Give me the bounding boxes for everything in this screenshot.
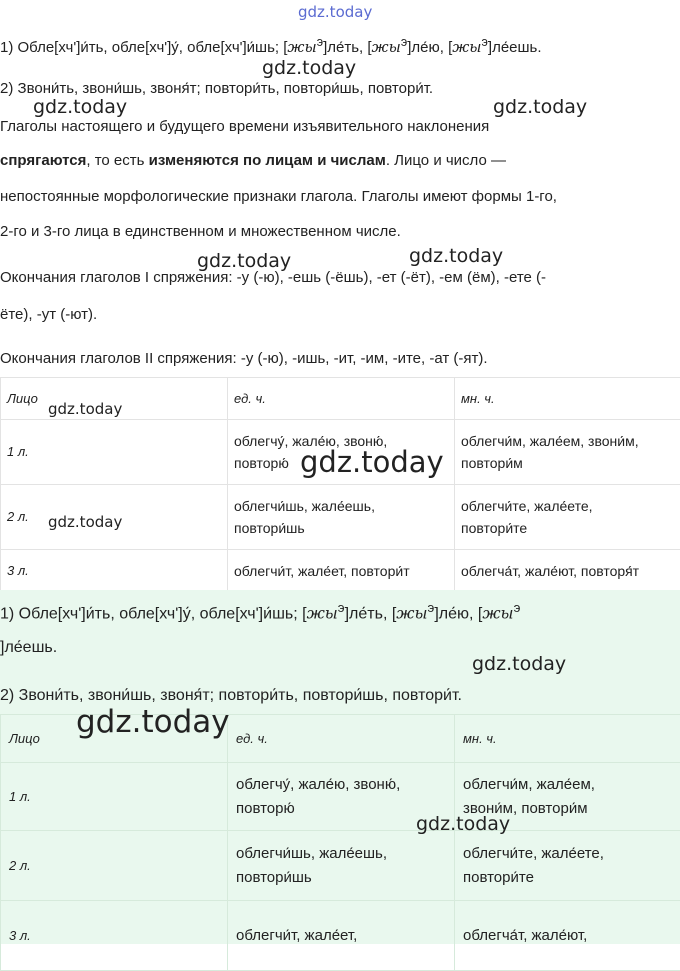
- transcription-text: ]ле́ю, [: [407, 39, 452, 56]
- cell-line: облегчи́м, жале́ем,: [463, 773, 672, 797]
- cell-line: облегчу́, жале́ю, звоню́,: [234, 430, 448, 452]
- cell-person: 2 л.: [1, 485, 228, 550]
- cell-plural: [455, 831, 680, 901]
- cell-line: облегчи́т, жале́ет,: [236, 924, 446, 948]
- transcription-superscript: э: [401, 35, 407, 49]
- watermark: gdz.today: [48, 513, 122, 531]
- paragraph-line: Глаголы настоящего и будущего времени изъявительного наклонения: [0, 117, 489, 137]
- transcription-superscript: э: [514, 600, 521, 615]
- cell-line: повтори́те: [463, 866, 672, 890]
- transcription-text: ]ле́ть, [: [323, 39, 371, 56]
- cell-plural: облегча́т, жале́ют, повторя́т: [455, 550, 680, 592]
- cell-line: облегчи́м, жале́ем, звони́м,: [461, 430, 674, 452]
- paragraph-text: , то есть: [86, 152, 148, 169]
- watermark: gdz.today: [197, 250, 291, 272]
- table-row: [1, 550, 680, 592]
- answer-block: [0, 590, 680, 944]
- header-plural: мн. ч.: [455, 378, 680, 420]
- transcription-line-1: [0, 598, 520, 624]
- paragraph-line: [0, 151, 506, 171]
- cell-plural: [455, 901, 680, 971]
- transcription-sound: жы: [307, 603, 338, 622]
- conjugation-1-endings: Окончания глаголов I спряжения: -у (-ю), -ешь (-ёшь), -ет (-ёт), -ем (ём), -ете (-: [0, 268, 546, 288]
- header-person: Лицо: [1, 378, 228, 420]
- conjugation-table: [0, 714, 680, 971]
- watermark: gdz.today: [262, 57, 356, 79]
- watermark: gdz.today: [298, 3, 372, 21]
- cell-line: облегчу́, жале́ю, звоню́,: [236, 773, 446, 797]
- table-row: [1, 901, 680, 971]
- watermark: gdz.today: [76, 704, 230, 740]
- watermark: gdz.today: [48, 400, 122, 418]
- transcription-sound: жы: [287, 38, 316, 56]
- transcription-line-1: [0, 32, 542, 58]
- watermark: gdz.today: [33, 96, 127, 118]
- transcription-superscript: э: [338, 600, 345, 615]
- table-row: [1, 763, 680, 831]
- cell-line: облегчи́те, жале́ете,: [463, 842, 672, 866]
- header-plural: мн. ч.: [455, 715, 680, 763]
- bold-term: изменяются по лицам и числам: [149, 152, 386, 169]
- cell-person: 3 л.: [1, 901, 228, 971]
- transcription-sound: жы: [482, 603, 513, 622]
- cell-person: 2 л.: [1, 831, 228, 901]
- cell-person: 1 л.: [1, 763, 228, 831]
- watermark: gdz.today: [472, 653, 566, 675]
- transcription-superscript: э: [428, 600, 435, 615]
- header-person: Лицо: [1, 715, 228, 763]
- cell-line: повтори́м: [461, 452, 674, 474]
- cell-line: повтори́те: [461, 517, 674, 539]
- transcription-superscript: э: [482, 35, 488, 49]
- cell-plural: [455, 420, 680, 485]
- watermark: gdz.today: [493, 96, 587, 118]
- transcription-line-1-cont: ]ле́ешь.: [0, 638, 57, 658]
- watermark: gdz.today: [300, 445, 444, 479]
- watermark: gdz.today: [409, 245, 503, 267]
- cell-line: облегчи́шь, жале́ешь,: [236, 842, 446, 866]
- transcription-sound: жы: [396, 603, 427, 622]
- cell-line: облегча́т, жале́ют,: [463, 924, 672, 948]
- cell-line: облегчи́те, жале́ете,: [461, 495, 674, 517]
- cell-line: повторю́: [234, 452, 448, 474]
- transcription-text: 1) Обле[хч']и́ть, обле[хч']у́, обле[хч']и́шь; [: [0, 605, 307, 622]
- bold-term: спрягаются: [0, 152, 86, 169]
- paragraph-text: . Лицо и число —: [386, 152, 506, 169]
- cell-line: звони́м, повтори́м: [463, 797, 672, 821]
- cell-singular: [228, 485, 455, 550]
- answer-line-2: 2) Звони́ть, звони́шь, звоня́т; повтори́ть, повтори́шь, повтори́т.: [0, 79, 433, 99]
- cell-person: 3 л.: [1, 550, 228, 592]
- transcription-text: ]ле́ть, [: [345, 605, 397, 622]
- header-singular: ед. ч.: [228, 715, 455, 763]
- paragraph-line: непостоянные морфологические признаки глагола. Глаголы имеют формы 1-го,: [0, 187, 557, 207]
- transcription-text: 1) Обле[хч']и́ть, обле[хч']у́, обле[хч']и́шь; [: [0, 39, 287, 56]
- transcription-text: ]ле́ешь.: [488, 39, 542, 56]
- cell-singular: [228, 831, 455, 901]
- conjugation-2-endings: Окончания глаголов II спряжения: -у (-ю), -ишь, -ит, -им, -ите, -ат (-ят).: [0, 349, 488, 369]
- transcription-sound: жы: [372, 38, 401, 56]
- cell-line: повтори́шь: [236, 866, 446, 890]
- conjugation-1-endings-cont: ёте), -ут (-ют).: [0, 305, 97, 325]
- header-singular: ед. ч.: [228, 378, 455, 420]
- cell-line: повторю́: [236, 797, 446, 821]
- cell-line: повтори́шь: [234, 517, 448, 539]
- transcription-superscript: э: [317, 35, 323, 49]
- cell-plural: [455, 485, 680, 550]
- transcription-text: ]ле́ю, [: [434, 605, 482, 622]
- cell-singular: [228, 901, 455, 971]
- paragraph-line: 2-го и 3-го лица в единственном и множественном числе.: [0, 222, 401, 242]
- watermark: gdz.today: [416, 813, 510, 835]
- cell-person: 1 л.: [1, 420, 228, 485]
- table-row: [1, 831, 680, 901]
- cell-singular: облегчи́т, жале́ет, повтори́т: [228, 550, 455, 592]
- transcription-sound: жы: [452, 38, 481, 56]
- cell-line: облегчи́шь, жале́ешь,: [234, 495, 448, 517]
- answer-line-2: 2) Звони́ть, звони́шь, звоня́т; повтори́ть, повтори́шь, повтори́т.: [0, 686, 462, 706]
